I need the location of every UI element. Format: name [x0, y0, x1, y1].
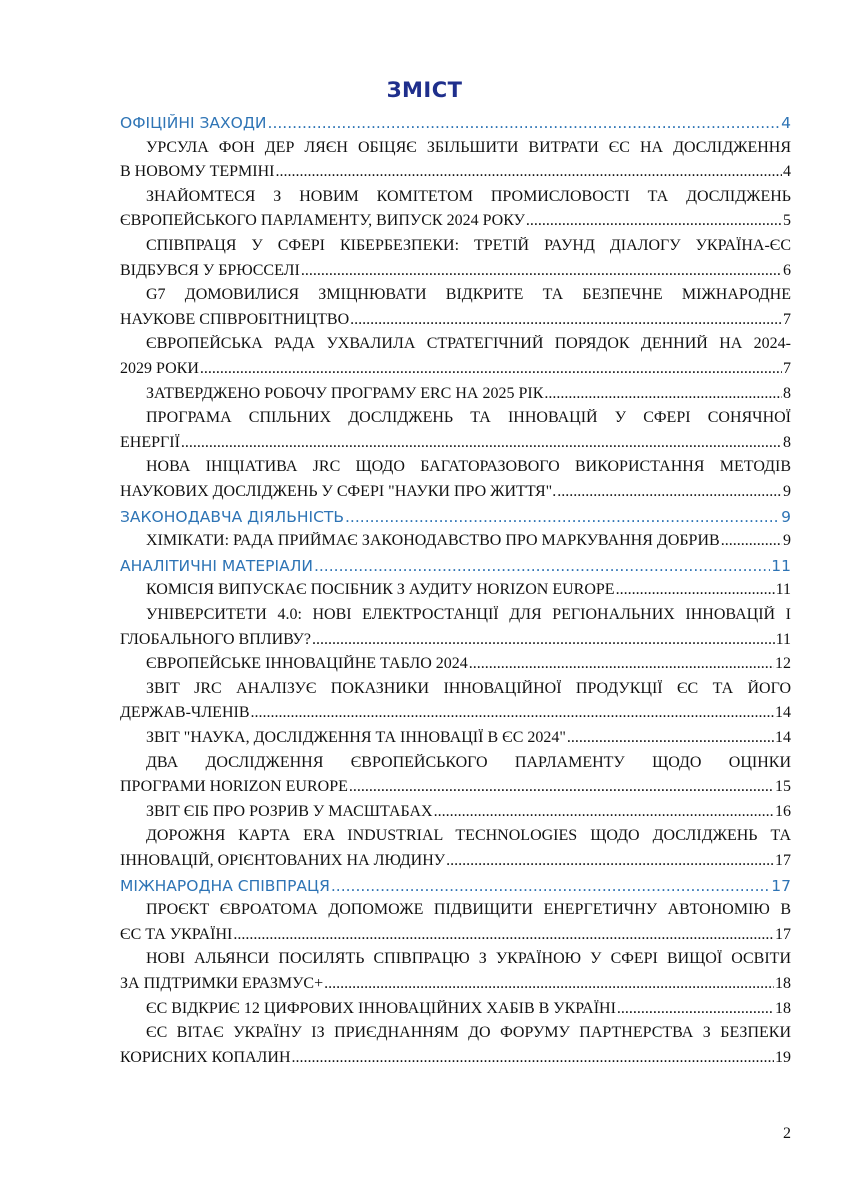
- toc-entry[interactable]: [120, 434, 791, 452]
- toc-entry-title: ЄС ВІДКРИЄ 12 ЦИФРОВИХ ІННОВАЦІЙНИХ ХАБІВ В УКРАЇНІ: [146, 999, 616, 1017]
- dot-leader: [312, 631, 775, 649]
- toc-entry-line[interactable]: ЄВРОПЕЙСЬКА РАДА УХВАЛИЛА СТРАТЕГІЧНИЙ ПОРЯДОК ДЕННИЙ НА 2024-: [146, 335, 791, 353]
- toc-page-number: 17: [775, 925, 791, 943]
- toc-entry-line[interactable]: ЗНАЙОМТЕСЯ З НОВИМ КОМІТЕТОМ ПРОМИСЛОВОСТІ ТА ДОСЛІДЖЕНЬ: [146, 187, 791, 205]
- toc-entry[interactable]: [146, 385, 791, 403]
- toc-entry-line[interactable]: ПРОЄКТ ЄВРОАТОМА ДОПОМОЖЕ ПІДВИЩИТИ ЕНЕРГЕТИЧНУ АВТОНОМІЮ В: [146, 901, 791, 919]
- toc-section-title: ОФІЦІЙНІ ЗАХОДИ: [120, 114, 267, 132]
- toc-entry[interactable]: [146, 581, 791, 599]
- toc-entry[interactable]: [146, 532, 791, 550]
- toc-entry[interactable]: [120, 262, 791, 280]
- dot-leader: [181, 434, 782, 452]
- dot-leader: [268, 114, 781, 132]
- toc-entry[interactable]: [146, 803, 791, 821]
- toc-entry[interactable]: [120, 1049, 791, 1067]
- toc-section[interactable]: [120, 877, 791, 895]
- dot-leader: [544, 385, 782, 403]
- dot-leader: [616, 581, 775, 599]
- toc-page-number: 19: [775, 1048, 791, 1066]
- toc-section[interactable]: [120, 114, 791, 132]
- toc-page-number: 14: [775, 729, 791, 746]
- toc-entry-title: ЗАТВЕРДЖЕНО РОБОЧУ ПРОГРАМУ ERC НА 2025 РІК: [146, 384, 544, 402]
- dot-leader: [331, 877, 770, 895]
- toc-page-number: 18: [775, 999, 791, 1017]
- toc-entry[interactable]: [120, 704, 791, 722]
- toc-page-number: 16: [775, 802, 791, 820]
- dot-leader: [275, 163, 782, 181]
- toc-page-number: 14: [775, 704, 791, 722]
- toc-page-number: 9: [781, 507, 791, 526]
- dot-leader: [567, 729, 774, 747]
- toc-page-number: 11: [771, 556, 791, 575]
- toc-entry-title: ХІМІКАТИ: РАДА ПРИЙМАЄ ЗАКОНОДАВСТВО ПРО МАРКУВАННЯ ДОБРИВ: [146, 532, 720, 550]
- toc-page-number: 5: [783, 212, 791, 230]
- toc-page-number: 8: [783, 384, 791, 402]
- toc-entry-title: 2029 РОКИ: [120, 360, 199, 377]
- dot-leader: [349, 778, 774, 796]
- toc-entry-line[interactable]: ЗВІТ JRC АНАЛІЗУЄ ПОКАЗНИКИ ІННОВАЦІЙНОЇ ПРОДУКЦІЇ ЄС ТА ЙОГО: [146, 679, 791, 697]
- toc-page-number: 12: [775, 655, 791, 673]
- toc-entry-title: ЗВІТ "НАУКА, ДОСЛІДЖЕННЯ ТА ІННОВАЦІЇ В ЄС 2024": [146, 729, 566, 746]
- toc-section[interactable]: [120, 557, 791, 575]
- toc-entry[interactable]: [120, 483, 791, 501]
- dot-leader: [314, 557, 770, 575]
- toc-section[interactable]: [120, 508, 791, 526]
- toc-entry-title: ВІДБУВСЯ У БРЮССЕЛІ: [120, 261, 300, 279]
- toc-entry[interactable]: [120, 778, 791, 796]
- toc-entry-title: ПРОГРАМИ HORIZON EUROPE: [120, 778, 348, 796]
- toc-entry-title: ДЕРЖАВ-ЧЛЕНІВ: [120, 704, 250, 722]
- toc-entry-title: ЄВРОПЕЙСЬКЕ ІННОВАЦІЙНЕ ТАБЛО 2024: [146, 655, 468, 673]
- toc-entry[interactable]: [120, 311, 791, 329]
- toc-section-title: АНАЛІТИЧНІ МАТЕРІАЛИ: [120, 556, 313, 575]
- page-title: ЗМІСТ: [386, 78, 463, 102]
- toc-section-title: МІЖНАРОДНА СПІВПРАЦЯ: [120, 876, 330, 895]
- dot-leader: [617, 1000, 774, 1018]
- toc-entry-line[interactable]: ДВА ДОСЛІДЖЕННЯ ЄВРОПЕЙСЬКОГО ПАРЛАМЕНТУ ЩОДО ОЦІНКИ: [146, 753, 791, 771]
- dot-leader: [721, 532, 782, 550]
- dot-leader: [233, 926, 774, 944]
- toc-page-number: 8: [783, 433, 791, 451]
- page-number: 2: [783, 1125, 791, 1142]
- toc-page-number: 11: [775, 630, 791, 648]
- toc-entry-line[interactable]: СПІВПРАЦЯ У СФЕРІ КІБЕРБЕЗПЕКИ: ТРЕТІЙ РАУНД ДІАЛОГУ УКРАЇНА-ЄС: [146, 237, 791, 254]
- toc-entry[interactable]: [146, 729, 791, 747]
- toc-entry[interactable]: [120, 360, 791, 378]
- toc-entry-title: КОРИСНИХ КОПАЛИН: [120, 1048, 291, 1066]
- toc-page-number: 17: [771, 876, 791, 895]
- toc-entry-line[interactable]: ЄС ВІТАЄ УКРАЇНУ ІЗ ПРИЄДНАННЯМ ДО ФОРУМУ ПАРТНЕРСТВА З БЕЗПЕКИ: [146, 1024, 791, 1042]
- toc-entry-line[interactable]: УРСУЛА ФОН ДЕР ЛЯЄН ОБІЦЯЄ ЗБІЛЬШИТИ ВИТРАТИ ЄС НА ДОСЛІДЖЕННЯ: [146, 138, 791, 156]
- toc-page-number: 4: [783, 163, 791, 181]
- toc-entry[interactable]: [120, 212, 791, 230]
- toc-entry-title: ЄВРОПЕЙСЬКОГО ПАРЛАМЕНТУ, ВИПУСК 2024 РОКУ: [120, 212, 525, 230]
- dot-leader: [350, 311, 782, 329]
- toc-page-number: 7: [783, 310, 791, 328]
- toc-section-title: ЗАКОНОДАВЧА ДІЯЛЬНІСТЬ: [120, 507, 344, 526]
- toc-entry-title: ІННОВАЦІЙ, ОРІЄНТОВАНИХ НА ЛЮДИНУ: [120, 852, 446, 869]
- toc-entry[interactable]: [146, 655, 791, 673]
- toc-entry-title: ЗА ПІДТРИМКИ ЕРАЗМУС+: [120, 975, 324, 992]
- toc-entry[interactable]: [120, 852, 791, 870]
- toc-page-number: 7: [783, 360, 791, 377]
- toc-entry[interactable]: [120, 926, 791, 944]
- toc-entry-line[interactable]: G7 ДОМОВИЛИСЯ ЗМІЦНЮВАТИ ВІДКРИТЕ ТА БЕЗПЕЧНЕ МІЖНАРОДНЕ: [146, 286, 791, 304]
- toc-entry[interactable]: [146, 1000, 791, 1018]
- toc-page-number: 17: [775, 852, 791, 869]
- toc-entry[interactable]: [120, 975, 791, 993]
- toc-entry-title: ЄС ТА УКРАЇНІ: [120, 925, 233, 943]
- dot-leader: [292, 1049, 774, 1067]
- toc-page-number: 9: [783, 483, 791, 500]
- dot-leader: [557, 483, 782, 501]
- toc-entry[interactable]: [120, 163, 791, 181]
- toc-page-number: 9: [783, 532, 791, 550]
- dot-leader: [324, 975, 774, 993]
- toc-entry-title: КОМІСІЯ ВИПУСКАЄ ПОСІБНИК З АУДИТУ HORIZON EUROPE: [146, 581, 615, 599]
- dot-leader: [434, 803, 774, 821]
- toc-entry[interactable]: [120, 631, 791, 649]
- dot-leader: [526, 212, 782, 230]
- toc-page-number: 6: [783, 261, 791, 279]
- toc-page-number: 18: [775, 975, 791, 992]
- toc-entry-line[interactable]: НОВА ІНІЦІАТИВА JRC ЩОДО БАГАТОРАЗОВОГО ВИКОРИСТАННЯ МЕТОДІВ: [146, 458, 791, 476]
- dot-leader: [200, 360, 782, 378]
- toc-page-number: 15: [775, 778, 791, 796]
- dot-leader: [446, 852, 774, 870]
- dot-leader: [251, 704, 775, 722]
- toc-entry-title: ЗВІТ ЄІБ ПРО РОЗРИВ У МАСШТАБАХ: [146, 802, 433, 820]
- toc-entry-title: В НОВОМУ ТЕРМІНІ: [120, 163, 275, 181]
- toc-entry-title: ГЛОБАЛЬНОГО ВПЛИВУ?: [120, 630, 311, 648]
- toc-entry-line[interactable]: УНІВЕРСИТЕТИ 4.0: НОВІ ЕЛЕКТРОСТАНЦІЇ ДЛЯ РЕГІОНАЛЬНИХ ІННОВАЦІЙ І: [146, 606, 791, 623]
- dot-leader: [469, 655, 774, 673]
- dot-leader: [301, 262, 782, 280]
- toc-page-number: 11: [775, 581, 791, 599]
- toc-entry-title: НАУКОВИХ ДОСЛІДЖЕНЬ У СФЕРІ "НАУКИ ПРО ЖИТТЯ".: [120, 483, 557, 500]
- toc-entry-title: ЕНЕРГІЇ: [120, 433, 180, 451]
- toc-entry-line[interactable]: ДОРОЖНЯ КАРТА ERA INDUSTRIAL TECHNOLOGIES ЩОДО ДОСЛІДЖЕНЬ ТА: [146, 827, 791, 845]
- toc-page-number: 4: [781, 114, 791, 132]
- toc-entry-line[interactable]: ПРОГРАМА СПІЛЬНИХ ДОСЛІДЖЕНЬ ТА ІННОВАЦІЙ У СФЕРІ СОНЯЧНОЇ: [146, 409, 791, 427]
- toc-entry-line[interactable]: НОВІ АЛЬЯНСИ ПОСИЛЯТЬ СПІВПРАЦЮ З УКРАЇНОЮ У СФЕРІ ВИЩОЇ ОСВІТИ: [146, 950, 791, 968]
- dot-leader: [345, 508, 780, 526]
- toc-entry-title: НАУКОВЕ СПІВРОБІТНИЦТВО: [120, 310, 350, 328]
